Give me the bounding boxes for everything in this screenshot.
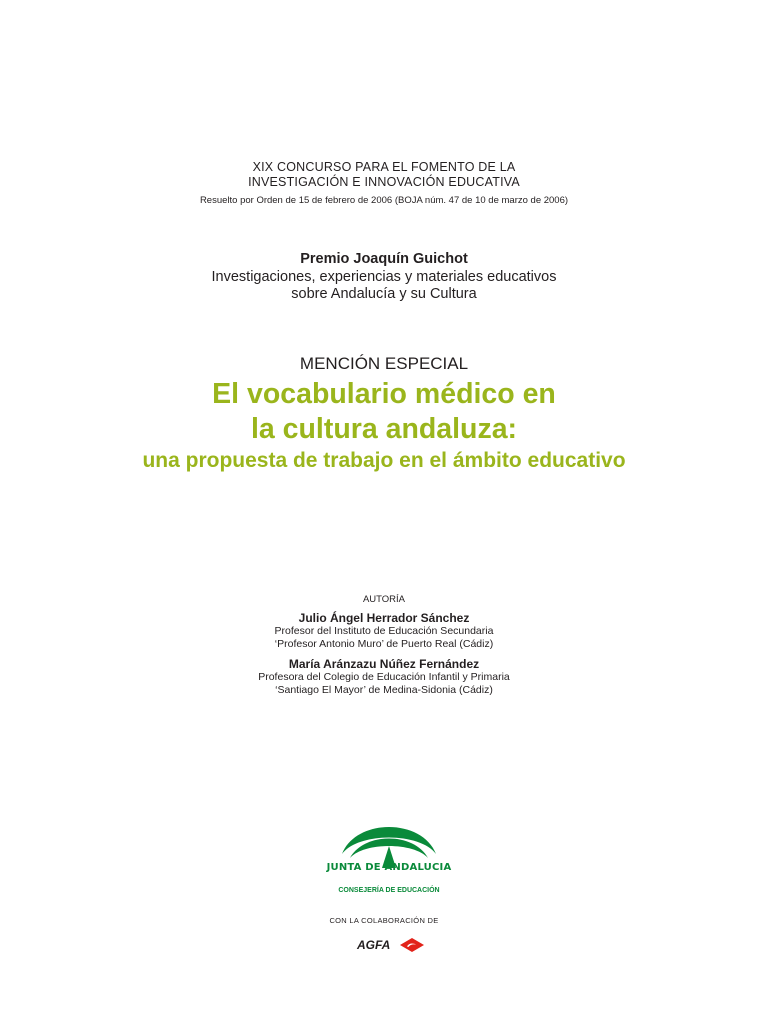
- logo-department: CONSEJERÍA DE EDUCACIÓN: [338, 887, 440, 894]
- collaboration-label: CON LA COLABORACIÓN DE: [329, 916, 439, 925]
- author-affiliation-line-1: Profesora del Colegio de Educación Infantil y Primaria: [258, 671, 510, 683]
- contest-heading: [0, 160, 768, 190]
- authorship-label: AUTORÍA: [362, 594, 406, 605]
- special-mention-label: MENCIÓN ESPECIAL: [299, 354, 469, 373]
- sponsor-logo: [357, 936, 427, 954]
- book-subtitle: una propuesta de trabajo en el ámbito educativo: [142, 449, 626, 472]
- author-entry: [0, 611, 768, 651]
- agfa-rhombus-icon: [400, 938, 424, 952]
- contest-line-2: INVESTIGACIÓN E INNOVACIÓN EDUCATIVA: [248, 175, 520, 189]
- book-title: [0, 377, 768, 447]
- book-title-line-1: El vocabulario médico en: [212, 378, 556, 410]
- author-name: Julio Ángel Herrador Sánchez: [298, 611, 470, 625]
- contest-line-1: XIX CONCURSO PARA EL FOMENTO DE LA: [252, 160, 516, 174]
- award-description-line-1: Investigaciones, experiencias y materiales educativos: [211, 268, 557, 285]
- author-affiliation-line-2: ‘Santiago El Mayor’ de Medina-Sidonia (Cádiz): [275, 684, 493, 696]
- resolution-note: Resuelto por Orden de 15 de febrero de 2006 (BOJA núm. 47 de 10 de marzo de 2006): [199, 195, 569, 206]
- award-section: [0, 251, 768, 304]
- sponsor-name: AGFA: [357, 938, 391, 952]
- author-affiliation-line-2: ‘Profesor Antonio Muro’ de Puerto Real (Cádiz): [274, 638, 494, 650]
- book-title-line-2: la cultura andaluza:: [250, 413, 518, 445]
- author-affiliation-line-1: Profesor del Instituto de Educación Secundaria: [274, 625, 494, 637]
- logo-name: JUNTA DE ANDALUCIA: [326, 862, 452, 873]
- award-description-line-2: sobre Andalucía y su Cultura: [291, 286, 477, 302]
- author-list: [0, 611, 768, 697]
- author-name: María Aránzazu Núñez Fernández: [288, 657, 480, 671]
- award-name: Premio Joaquín Guichot: [300, 251, 468, 267]
- author-entry: [0, 657, 768, 697]
